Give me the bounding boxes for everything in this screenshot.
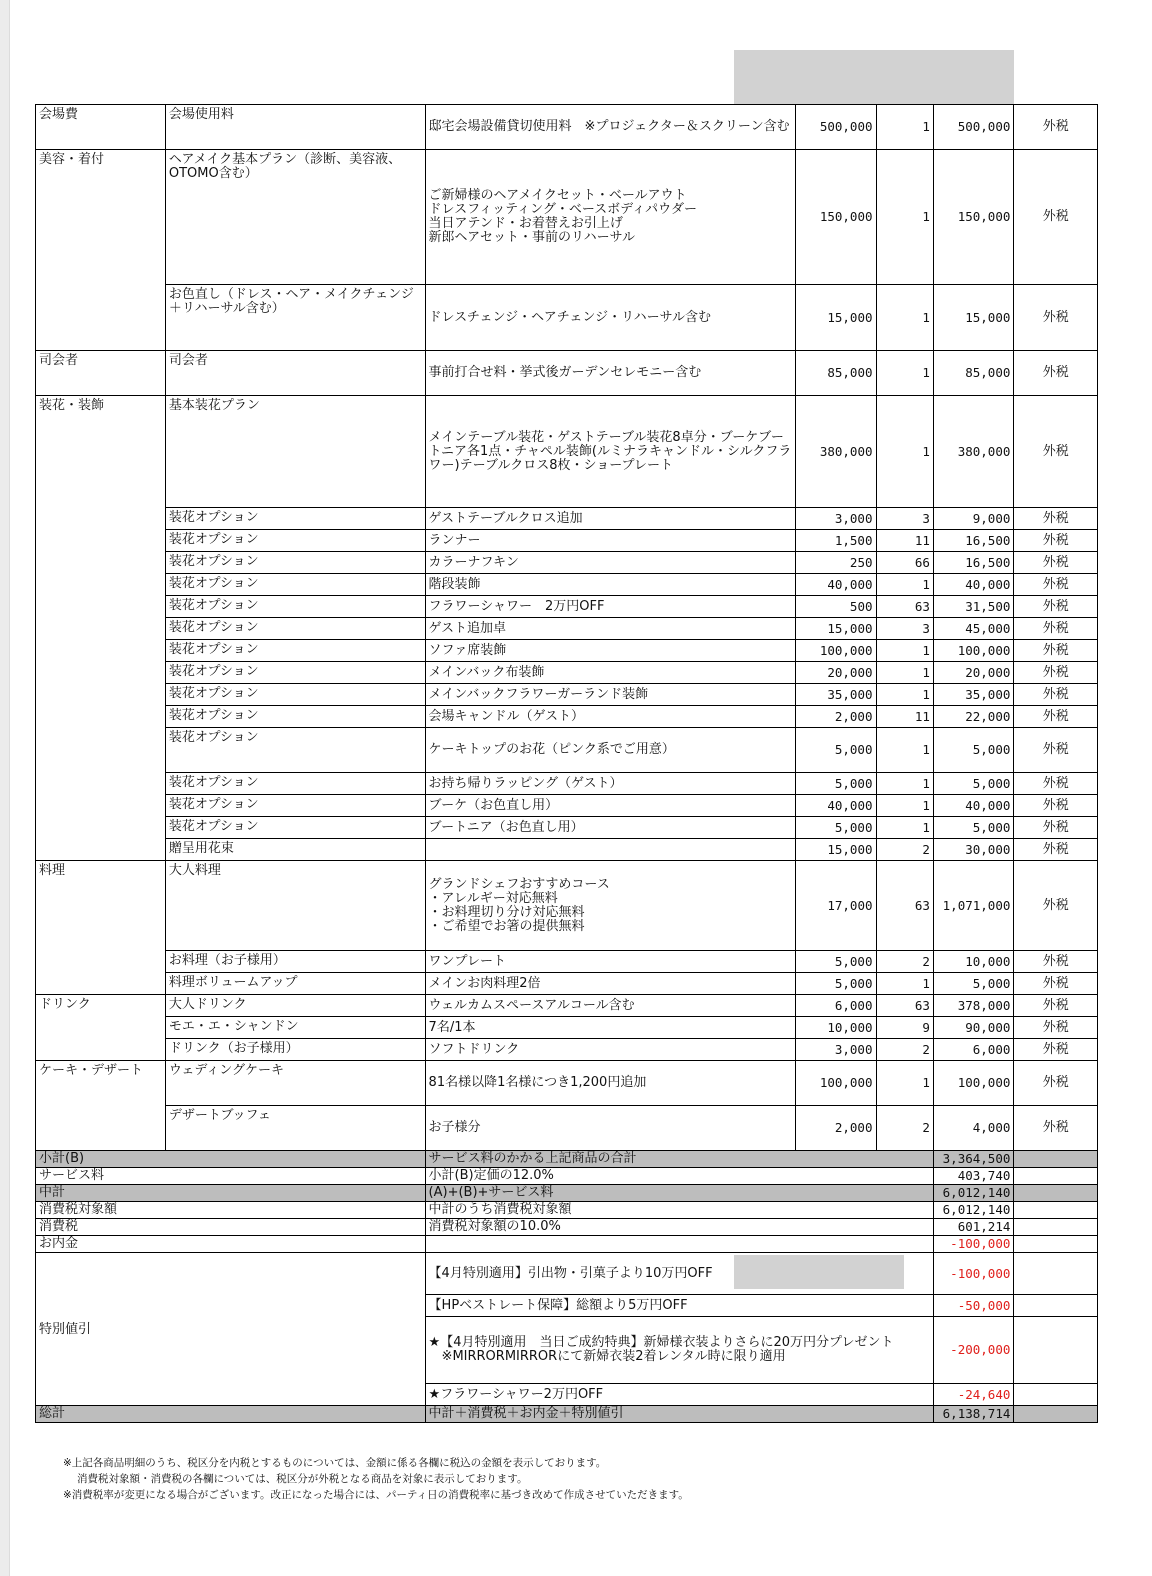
- unit-price-cell: 85,000: [795, 351, 876, 396]
- quantity-cell: 1: [876, 351, 933, 396]
- table-row: [36, 795, 1098, 817]
- discount-description: ★【4月特別適用 当日ご成約特典】新婦様衣装よりさらに20万円分プレゼント ※MIRRORMIRRORにて新婦衣装2着レンタル時に限り適用: [425, 1317, 933, 1384]
- description-cell: ドレスチェンジ・ヘアチェンジ・リハーサル含む: [425, 285, 795, 351]
- page-edge-shadow: [0, 0, 10, 1576]
- tax-type-cell: 外税: [1014, 150, 1098, 285]
- discount-label: 特別値引: [36, 1253, 426, 1406]
- table-row: [36, 396, 1098, 508]
- grand-total-label: 総計: [36, 1406, 426, 1423]
- item-name-cell: 装花オプション: [165, 684, 425, 706]
- table-row: [36, 351, 1098, 396]
- table-row: [36, 773, 1098, 795]
- tax-type-cell: 外税: [1014, 1061, 1098, 1106]
- amount-cell: 5,000: [933, 973, 1014, 995]
- amount-cell: 500,000: [933, 105, 1014, 150]
- description-cell: ウェルカムスペースアルコール含む: [425, 995, 795, 1017]
- grand-total-amount: 6,138,714: [933, 1406, 1014, 1423]
- quantity-cell: 2: [876, 1106, 933, 1151]
- summary-label: 消費税対象額: [36, 1202, 426, 1219]
- unit-price-cell: 1,500: [795, 530, 876, 552]
- amount-cell: 40,000: [933, 574, 1014, 596]
- category-cell: 会場費: [36, 105, 166, 150]
- unit-price-cell: 15,000: [795, 285, 876, 351]
- tax-type-cell: 外税: [1014, 285, 1098, 351]
- table-row: [36, 530, 1098, 552]
- summary-description: サービス料のかかる上記商品の合計: [425, 1151, 933, 1168]
- table-row: [36, 1106, 1098, 1151]
- quantity-cell: 1: [876, 684, 933, 706]
- quantity-cell: 1: [876, 817, 933, 839]
- quantity-cell: 1: [876, 773, 933, 795]
- item-name-cell: 装花オプション: [165, 530, 425, 552]
- summary-label: サービス料: [36, 1168, 426, 1185]
- description-cell: グランドシェフおすすめコース ・アレルギー対応無料 ・お料理切り分け対応無料 ・ご希望でお箸の提供無料: [425, 861, 795, 951]
- quantity-cell: 66: [876, 552, 933, 574]
- tax-type-cell: 外税: [1014, 773, 1098, 795]
- description-cell: ソフトドリンク: [425, 1039, 795, 1061]
- description-cell: ゲスト追加卓: [425, 618, 795, 640]
- quantity-cell: 11: [876, 706, 933, 728]
- summary-amount: 6,012,140: [933, 1202, 1014, 1219]
- summary-label: 消費税: [36, 1219, 426, 1236]
- item-name-cell: 装花オプション: [165, 706, 425, 728]
- description-cell: ご新婦様のヘアメイクセット・ベールアウト ドレスフィッティング・ベースボディパウダー 当日アテンド・お着替えお引上げ 新郎ヘアセット・事前のリハーサル: [425, 150, 795, 285]
- tax-type-cell: 外税: [1014, 396, 1098, 508]
- tax-type-cell: 外税: [1014, 861, 1098, 951]
- table-row: [36, 285, 1098, 351]
- quantity-cell: 1: [876, 285, 933, 351]
- item-name-cell: お色直し（ドレス・ヘア・メイクチェンジ＋リハーサル含む）: [165, 285, 425, 351]
- tax-type-cell: 外税: [1014, 351, 1098, 396]
- subtotal-row: [36, 1151, 1098, 1168]
- unit-price-cell: 500: [795, 596, 876, 618]
- amount-cell: 40,000: [933, 795, 1014, 817]
- item-name-cell: 装花オプション: [165, 662, 425, 684]
- unit-price-cell: 15,000: [795, 618, 876, 640]
- amount-cell: 5,000: [933, 773, 1014, 795]
- redacted-block: [734, 1255, 904, 1289]
- quantity-cell: 1: [876, 662, 933, 684]
- description-cell: 邸宅会場設備貸切使用料 ※プロジェクター＆スクリーン含む: [425, 105, 795, 150]
- table-row: [36, 1061, 1098, 1106]
- category-cell: 装花・装飾: [36, 396, 166, 861]
- summary-description: [425, 1236, 933, 1253]
- amount-cell: 6,000: [933, 1039, 1014, 1061]
- description-cell: メインお肉料理2倍: [425, 973, 795, 995]
- tax-type-cell: 外税: [1014, 530, 1098, 552]
- grand-total-row: [36, 1406, 1098, 1423]
- amount-cell: 31,500: [933, 596, 1014, 618]
- unit-price-cell: 5,000: [795, 728, 876, 773]
- description-cell: 会場キャンドル（ゲスト）: [425, 706, 795, 728]
- table-row: [36, 728, 1098, 773]
- unit-price-cell: 100,000: [795, 1061, 876, 1106]
- amount-cell: 45,000: [933, 618, 1014, 640]
- category-cell: 美容・着付: [36, 150, 166, 351]
- quantity-cell: 1: [876, 105, 933, 150]
- item-name-cell: 基本装花プラン: [165, 396, 425, 508]
- quantity-cell: 2: [876, 951, 933, 973]
- unit-price-cell: 150,000: [795, 150, 876, 285]
- amount-cell: 22,000: [933, 706, 1014, 728]
- item-name-cell: ヘアメイク基本プラン（診断、美容液、OTOMO含む）: [165, 150, 425, 285]
- quantity-cell: 1: [876, 1061, 933, 1106]
- unit-price-cell: 5,000: [795, 773, 876, 795]
- description-cell: ケーキトップのお花（ピンク系でご用意）: [425, 728, 795, 773]
- table-row: [36, 1039, 1098, 1061]
- description-cell: ゲストテーブルクロス追加: [425, 508, 795, 530]
- tax-type-cell: 外税: [1014, 1039, 1098, 1061]
- unit-price-cell: 2,000: [795, 1106, 876, 1151]
- summary-label: 中計: [36, 1185, 426, 1202]
- item-name-cell: モエ・エ・シャンドン: [165, 1017, 425, 1039]
- amount-cell: 15,000: [933, 285, 1014, 351]
- tax-type-cell: 外税: [1014, 728, 1098, 773]
- description-cell: ランナー: [425, 530, 795, 552]
- unit-price-cell: 40,000: [795, 795, 876, 817]
- unit-price-cell: 3,000: [795, 508, 876, 530]
- tax-type-cell: 外税: [1014, 574, 1098, 596]
- unit-price-cell: 20,000: [795, 662, 876, 684]
- unit-price-cell: 35,000: [795, 684, 876, 706]
- tax-type-cell: 外税: [1014, 839, 1098, 861]
- unit-price-cell: 2,000: [795, 706, 876, 728]
- quantity-cell: 63: [876, 861, 933, 951]
- tax-type-cell: 外税: [1014, 684, 1098, 706]
- table-row: [36, 508, 1098, 530]
- tax-type-cell: 外税: [1014, 817, 1098, 839]
- taxable-amount-row: [36, 1202, 1098, 1219]
- table-row: [36, 105, 1098, 150]
- description-cell: メインバック布装飾: [425, 662, 795, 684]
- tax-type-cell: 外税: [1014, 618, 1098, 640]
- quantity-cell: 63: [876, 995, 933, 1017]
- table-row: [36, 150, 1098, 285]
- table-row: [36, 995, 1098, 1017]
- description-cell: 81名様以降1名様につき1,200円追加: [425, 1061, 795, 1106]
- amount-cell: 35,000: [933, 684, 1014, 706]
- discount-amount: -200,000: [933, 1317, 1014, 1384]
- unit-price-cell: 500,000: [795, 105, 876, 150]
- footnote: ※上記各商品明細のうち、税区分を内税とするものについては、金額に係る各欄に税込の金額を表示しております。: [63, 1457, 607, 1469]
- description-cell: 7名/1本: [425, 1017, 795, 1039]
- quantity-cell: 1: [876, 574, 933, 596]
- unit-price-cell: 6,000: [795, 995, 876, 1017]
- unit-price-cell: 5,000: [795, 951, 876, 973]
- table-row: [36, 662, 1098, 684]
- amount-cell: 30,000: [933, 839, 1014, 861]
- item-name-cell: 装花オプション: [165, 640, 425, 662]
- quantity-cell: 1: [876, 396, 933, 508]
- table-row: [36, 951, 1098, 973]
- table-row: [36, 817, 1098, 839]
- discount-description: 【4月特別適用】引出物・引菓子より10万円OFF: [425, 1253, 933, 1295]
- description-cell: ワンプレート: [425, 951, 795, 973]
- tax-type-cell: 外税: [1014, 662, 1098, 684]
- table-row: [36, 640, 1098, 662]
- tax-type-cell: 外税: [1014, 508, 1098, 530]
- table-row: [36, 1017, 1098, 1039]
- tax-type-cell: 外税: [1014, 995, 1098, 1017]
- description-cell: メインテーブル装花・ゲストテーブル装花8卓分・ブーケブートニア各1点・チャペル装飾(ルミナラキャンドル・シルクフラワー)テーブルクロス8枚・ショープレート: [425, 396, 795, 508]
- amount-cell: 90,000: [933, 1017, 1014, 1039]
- table-row: [36, 973, 1098, 995]
- table-row: [36, 596, 1098, 618]
- table-row: [36, 861, 1098, 951]
- amount-cell: 378,000: [933, 995, 1014, 1017]
- item-name-cell: 装花オプション: [165, 728, 425, 773]
- item-name-cell: 装花オプション: [165, 552, 425, 574]
- tax-type-cell: 外税: [1014, 795, 1098, 817]
- service-fee-row: [36, 1168, 1098, 1185]
- category-cell: 料理: [36, 861, 166, 995]
- tax-type-cell: 外税: [1014, 1017, 1098, 1039]
- discount-amount: -100,000: [933, 1253, 1014, 1295]
- amount-cell: 16,500: [933, 530, 1014, 552]
- description-cell: [425, 839, 795, 861]
- quantity-cell: 9: [876, 1017, 933, 1039]
- item-name-cell: 装花オプション: [165, 574, 425, 596]
- item-name-cell: ドリンク（お子様用）: [165, 1039, 425, 1061]
- discount-amount: -24,640: [933, 1384, 1014, 1406]
- amount-cell: 5,000: [933, 728, 1014, 773]
- footnotes: [63, 1455, 1063, 1503]
- table-row: [36, 618, 1098, 640]
- item-name-cell: 装花オプション: [165, 596, 425, 618]
- tax-type-cell: 外税: [1014, 596, 1098, 618]
- tax-type-cell: 外税: [1014, 951, 1098, 973]
- footnote: 消費税対象額・消費税の各欄については、税区分が外税となる商品を対象に表示しております。: [77, 1473, 528, 1485]
- summary-description: (A)+(B)+サービス料: [425, 1185, 933, 1202]
- item-name-cell: ウェディングケーキ: [165, 1061, 425, 1106]
- discount-description: ★フラワーシャワー2万円OFF: [425, 1384, 933, 1406]
- unit-price-cell: 17,000: [795, 861, 876, 951]
- summary-amount: 403,740: [933, 1168, 1014, 1185]
- tax-type-cell: 外税: [1014, 640, 1098, 662]
- grand-total-description: 中計＋消費税＋お内金＋特別値引: [425, 1406, 933, 1423]
- estimate-table: [35, 104, 1098, 1423]
- amount-cell: 100,000: [933, 640, 1014, 662]
- midtotal-row: [36, 1185, 1098, 1202]
- category-cell: ドリンク: [36, 995, 166, 1061]
- item-name-cell: 料理ボリュームアップ: [165, 973, 425, 995]
- unit-price-cell: 380,000: [795, 396, 876, 508]
- table-row: [36, 839, 1098, 861]
- item-name-cell: 大人料理: [165, 861, 425, 951]
- description-cell: 事前打合せ料・挙式後ガーデンセレモニー含む: [425, 351, 795, 396]
- tax-type-cell: 外税: [1014, 552, 1098, 574]
- quantity-cell: 11: [876, 530, 933, 552]
- summary-amount: 3,364,500: [933, 1151, 1014, 1168]
- table-row: [36, 706, 1098, 728]
- amount-cell: 1,071,000: [933, 861, 1014, 951]
- unit-price-cell: 100,000: [795, 640, 876, 662]
- discount-description: 【HPベストレート保障】総額より5万円OFF: [425, 1295, 933, 1317]
- item-name-cell: 贈呈用花束: [165, 839, 425, 861]
- unit-price-cell: 15,000: [795, 839, 876, 861]
- description-cell: フラワーシャワー 2万円OFF: [425, 596, 795, 618]
- item-name-cell: 会場使用料: [165, 105, 425, 150]
- item-name-cell: 装花オプション: [165, 618, 425, 640]
- item-name-cell: 装花オプション: [165, 795, 425, 817]
- description-cell: メインバックフラワーガーランド装飾: [425, 684, 795, 706]
- quantity-cell: 1: [876, 150, 933, 285]
- tax-type-cell: 外税: [1014, 1106, 1098, 1151]
- tax-type-cell: 外税: [1014, 105, 1098, 150]
- unit-price-cell: 40,000: [795, 574, 876, 596]
- quantity-cell: 1: [876, 640, 933, 662]
- tax-type-cell: 外税: [1014, 706, 1098, 728]
- quantity-cell: 3: [876, 508, 933, 530]
- footnote: ※消費税率が変更になる場合がございます。改正になった場合には、パーティ日の消費税率に基づき改めて作成させていただきます。: [63, 1489, 689, 1501]
- unit-price-cell: 3,000: [795, 1039, 876, 1061]
- amount-cell: 16,500: [933, 552, 1014, 574]
- summary-amount: -100,000: [933, 1236, 1014, 1253]
- amount-cell: 380,000: [933, 396, 1014, 508]
- item-name-cell: お料理（お子様用）: [165, 951, 425, 973]
- description-cell: カラーナフキン: [425, 552, 795, 574]
- consumption-tax-row: [36, 1219, 1098, 1236]
- summary-amount: 6,012,140: [933, 1185, 1014, 1202]
- description-cell: お子様分: [425, 1106, 795, 1151]
- description-cell: ブートニア（お色直し用）: [425, 817, 795, 839]
- discount-row: [36, 1253, 1098, 1295]
- unit-price-cell: 250: [795, 552, 876, 574]
- deposit-row: [36, 1236, 1098, 1253]
- summary-amount: 601,214: [933, 1219, 1014, 1236]
- tax-type-cell: 外税: [1014, 973, 1098, 995]
- quantity-cell: 63: [876, 596, 933, 618]
- quantity-cell: 1: [876, 795, 933, 817]
- amount-cell: 10,000: [933, 951, 1014, 973]
- summary-label: お内金: [36, 1236, 426, 1253]
- quantity-cell: 3: [876, 618, 933, 640]
- description-cell: ソファ席装飾: [425, 640, 795, 662]
- item-name-cell: 装花オプション: [165, 508, 425, 530]
- summary-description: 小計(B)定価の12.0%: [425, 1168, 933, 1185]
- item-name-cell: 司会者: [165, 351, 425, 396]
- redacted-block: [734, 50, 1014, 104]
- description-cell: 階段装飾: [425, 574, 795, 596]
- summary-label: 小計(B): [36, 1151, 426, 1168]
- quantity-cell: 1: [876, 728, 933, 773]
- item-name-cell: 大人ドリンク: [165, 995, 425, 1017]
- discount-amount: -50,000: [933, 1295, 1014, 1317]
- amount-cell: 20,000: [933, 662, 1014, 684]
- category-cell: ケーキ・デザート: [36, 1061, 166, 1151]
- quantity-cell: 1: [876, 973, 933, 995]
- amount-cell: 4,000: [933, 1106, 1014, 1151]
- table-row: [36, 684, 1098, 706]
- unit-price-cell: 5,000: [795, 817, 876, 839]
- summary-description: 消費税対象額の10.0%: [425, 1219, 933, 1236]
- unit-price-cell: 5,000: [795, 973, 876, 995]
- table-row: [36, 552, 1098, 574]
- amount-cell: 5,000: [933, 817, 1014, 839]
- summary-description: 中計のうち消費税対象額: [425, 1202, 933, 1219]
- table-row: [36, 574, 1098, 596]
- amount-cell: 100,000: [933, 1061, 1014, 1106]
- description-cell: お持ち帰りラッピング（ゲスト）: [425, 773, 795, 795]
- item-name-cell: 装花オプション: [165, 773, 425, 795]
- quantity-cell: 2: [876, 1039, 933, 1061]
- item-name-cell: 装花オプション: [165, 817, 425, 839]
- amount-cell: 150,000: [933, 150, 1014, 285]
- category-cell: 司会者: [36, 351, 166, 396]
- description-cell: ブーケ（お色直し用）: [425, 795, 795, 817]
- amount-cell: 9,000: [933, 508, 1014, 530]
- unit-price-cell: 10,000: [795, 1017, 876, 1039]
- item-name-cell: デザートブッフェ: [165, 1106, 425, 1151]
- amount-cell: 85,000: [933, 351, 1014, 396]
- quantity-cell: 2: [876, 839, 933, 861]
